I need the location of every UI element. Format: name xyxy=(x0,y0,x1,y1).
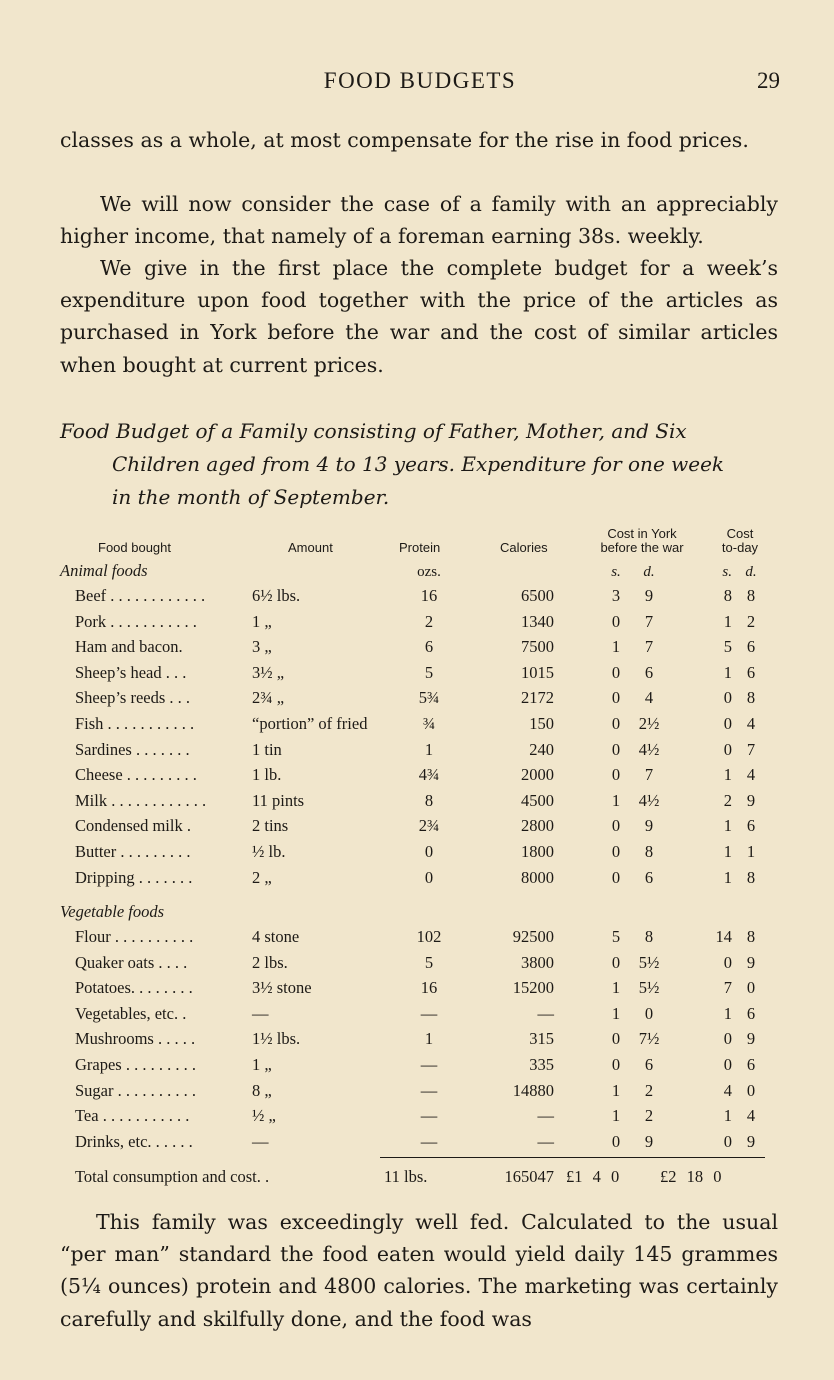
cell-food-name: Sheep’s head . . . xyxy=(75,662,187,682)
cell-york-shillings: 0 xyxy=(611,867,621,887)
cell-today-pence: 8 xyxy=(746,586,756,605)
cell-york-pence: 4 xyxy=(644,688,654,708)
cell-york-pence: 9 xyxy=(644,816,654,836)
cell-food-name: Beef . . . . . . . . . . . . xyxy=(75,586,206,605)
cell-york-shillings: 0 xyxy=(611,952,621,972)
cell-amount: 2 lbs. xyxy=(252,952,288,972)
cell-protein: — xyxy=(420,1055,438,1074)
cell-protein: 16 xyxy=(420,586,438,605)
cell-calories: 6500 xyxy=(521,586,554,605)
cell-york-pence: 6 xyxy=(644,867,654,887)
total-calories: 165047 xyxy=(504,1167,554,1186)
cell-amount: ½ lb. xyxy=(252,842,286,861)
cell-york-pence: 2½ xyxy=(638,714,660,733)
cell-calories: 2172 xyxy=(521,688,554,708)
cell-amount: ½ „ xyxy=(252,1106,276,1126)
cell-amount: — xyxy=(252,1003,269,1023)
cell-york-shillings: 0 xyxy=(611,1131,621,1151)
cell-york-pence: 7 xyxy=(644,611,654,631)
cell-york-shillings: 0 xyxy=(611,816,621,836)
cell-today-shillings: 0 xyxy=(723,1055,732,1074)
cell-amount: 3 „ xyxy=(252,637,272,657)
cell-protein: 16 xyxy=(420,978,438,998)
total-protein: 11 lbs. xyxy=(384,1167,428,1186)
cell-protein: 5 xyxy=(424,662,434,682)
cell-york-shillings: 0 xyxy=(611,662,621,682)
caption-line-1: Food Budget of a Family consisting of Father, Mother, and Six xyxy=(60,419,687,443)
cell-today-shillings: 7 xyxy=(723,978,732,998)
cell-food-name: Tea . . . . . . . . . . . xyxy=(75,1106,190,1126)
unit-york-shillings: s. xyxy=(611,564,621,580)
cell-calories: 2000 xyxy=(521,765,554,785)
cell-calories: 3800 xyxy=(521,952,554,972)
cell-protein: — xyxy=(420,1106,438,1126)
cell-calories: 14880 xyxy=(512,1080,554,1100)
column-header-today-2: to-day xyxy=(721,540,759,555)
cell-today-pence: 2 xyxy=(746,611,756,631)
cell-today-shillings: 1 xyxy=(723,611,732,631)
paragraph-continuation: classes as a whole, at most compensate for the rise in food prices. xyxy=(60,128,749,152)
cell-york-pence: 9 xyxy=(644,586,654,605)
cell-food-name: Mushrooms . . . . . xyxy=(75,1029,196,1049)
cell-york-pence: 7 xyxy=(644,637,654,657)
cell-york-pence: 5½ xyxy=(638,952,660,972)
cell-protein: 2 xyxy=(424,611,434,631)
cell-york-shillings: 0 xyxy=(611,1029,621,1049)
cell-today-shillings: 8 xyxy=(723,586,732,605)
cell-today-shillings: 14 xyxy=(715,927,732,946)
cell-food-name: Potatoes. . . . . . . . xyxy=(75,978,193,998)
column-header-amount: Amount xyxy=(288,540,333,555)
section-vegetable-foods: Vegetable foods xyxy=(60,902,165,921)
column-header-food: Food bought xyxy=(98,540,172,555)
cell-today-pence: 9 xyxy=(746,790,756,810)
cell-amount: 11 pints xyxy=(252,790,305,810)
cell-today-shillings: 2 xyxy=(723,790,732,810)
cell-today-shillings: 0 xyxy=(723,714,732,733)
cell-protein: 2¾ xyxy=(418,816,440,836)
cell-york-shillings: 1 xyxy=(611,790,621,810)
cell-amount: — xyxy=(252,1131,269,1151)
paragraph-well-fed: This family was exceedingly well fed. Calculated to the usual “per man” standard the food eaten would yield daily 145 grammes (5¼ ounces) protein and 4800 calories. The marketing was certainly carefully and skilfully done, and the food was xyxy=(60,1210,778,1331)
section-animal-foods: Animal foods xyxy=(60,561,148,580)
cell-today-pence: 4 xyxy=(746,1106,756,1126)
caption-line-2: Children aged from 4 to 13 years. Expenditure for one week xyxy=(112,452,725,476)
cell-york-pence: 7½ xyxy=(638,1029,660,1049)
cell-york-shillings: 0 xyxy=(611,739,621,759)
cell-protein: 0 xyxy=(424,842,434,861)
cell-food-name: Vegetables, etc. . xyxy=(75,1003,187,1023)
cell-amount: 1 lb. xyxy=(252,765,282,785)
cell-today-pence: 6 xyxy=(746,662,756,682)
cell-york-pence: 2 xyxy=(644,1080,654,1100)
total-cost-york: £1 4 0 xyxy=(566,1167,620,1186)
cell-protein: 1 xyxy=(424,739,434,759)
cell-york-shillings: 0 xyxy=(611,688,621,708)
cell-york-pence: 8 xyxy=(644,842,654,861)
running-title: FOOD BUDGETS xyxy=(323,68,517,93)
cell-today-pence: 8 xyxy=(746,867,756,887)
cell-today-pence: 0 xyxy=(746,1080,756,1100)
cell-today-pence: 8 xyxy=(746,688,756,708)
cell-protein: 8 xyxy=(424,790,434,810)
cell-protein: 6 xyxy=(424,637,434,657)
cell-amount: 2 tins xyxy=(252,816,289,836)
column-header-protein: Protein xyxy=(399,540,441,555)
cell-calories: 92500 xyxy=(512,927,554,946)
cell-amount: 2 „ xyxy=(252,867,272,887)
cell-york-pence: 2 xyxy=(644,1106,654,1126)
total-label: Total consumption and cost. . xyxy=(75,1167,270,1186)
cell-today-pence: 8 xyxy=(746,927,756,946)
column-header-calories: Calories xyxy=(500,540,548,555)
cell-food-name: Grapes . . . . . . . . . xyxy=(75,1055,196,1074)
cell-food-name: Flour . . . . . . . . . . xyxy=(75,927,194,946)
cell-york-pence: 6 xyxy=(644,1055,654,1074)
cell-amount: 8 „ xyxy=(252,1080,272,1100)
cell-today-pence: 4 xyxy=(746,765,756,785)
cell-today-shillings: 0 xyxy=(723,1131,732,1151)
cell-food-name: Butter . . . . . . . . . xyxy=(75,842,191,861)
cell-today-pence: 6 xyxy=(746,816,756,836)
cell-today-pence: 7 xyxy=(746,739,756,759)
cell-food-name: Sugar . . . . . . . . . . xyxy=(75,1080,196,1100)
cell-york-pence: 4½ xyxy=(638,739,660,759)
cell-york-pence: 9 xyxy=(644,1131,654,1151)
cell-amount: 1½ lbs. xyxy=(252,1029,301,1049)
cell-york-pence: 0 xyxy=(644,1003,654,1023)
cell-today-pence: 6 xyxy=(746,1055,756,1074)
cell-food-name: Milk . . . . . . . . . . . . xyxy=(75,790,207,810)
cell-york-shillings: 0 xyxy=(611,1055,621,1074)
cell-calories: — xyxy=(537,1131,554,1151)
cell-york-shillings: 1 xyxy=(611,1106,621,1126)
cell-calories: 7500 xyxy=(521,637,554,657)
cell-today-pence: 6 xyxy=(746,637,756,657)
cell-amount: 3½ stone xyxy=(252,978,312,998)
cell-york-pence: 4½ xyxy=(638,790,660,810)
cell-food-name: Quaker oats . . . . xyxy=(75,952,188,972)
unit-protein: ozs. xyxy=(417,564,441,580)
cell-protein: 1 xyxy=(424,1029,434,1049)
cell-protein: 5 xyxy=(424,952,434,972)
cell-calories: 1015 xyxy=(521,662,554,682)
cell-calories: 315 xyxy=(529,1029,554,1049)
cell-protein: — xyxy=(420,1080,438,1100)
cell-food-name: Ham and bacon. xyxy=(75,637,183,657)
cell-calories: 1340 xyxy=(521,611,554,631)
cell-protein: — xyxy=(420,1003,438,1023)
cell-calories: 335 xyxy=(529,1055,554,1074)
cell-york-pence: 5½ xyxy=(638,978,660,998)
cell-protein: — xyxy=(420,1131,438,1151)
cell-protein: 0 xyxy=(424,867,434,887)
cell-today-shillings: 5 xyxy=(723,637,732,657)
cell-calories: 1800 xyxy=(521,842,554,861)
cell-food-name: Pork . . . . . . . . . . . xyxy=(75,611,197,631)
cell-calories: 15200 xyxy=(512,978,554,998)
paragraph-foreman-family: We will now consider the case of a family with an appreciably higher income, that namely of a foreman earning 38s. weekly. xyxy=(60,192,778,249)
caption-line-3: in the month of September. xyxy=(112,485,390,509)
cell-today-pence: 4 xyxy=(746,714,756,733)
cell-today-pence: 9 xyxy=(746,1131,756,1151)
column-header-york-2: before the war xyxy=(600,540,684,555)
cell-food-name: Sheep’s reeds . . . xyxy=(75,688,191,708)
unit-today-pence: d. xyxy=(745,564,757,580)
cell-protein: ¾ xyxy=(422,714,436,733)
cell-calories: — xyxy=(537,1106,554,1126)
cell-today-shillings: 1 xyxy=(723,1003,732,1023)
cell-calories: — xyxy=(537,1003,554,1023)
cell-today-shillings: 0 xyxy=(723,952,732,972)
unit-york-pence: d. xyxy=(643,564,655,580)
cell-food-name: Sardines . . . . . . . xyxy=(75,739,190,759)
cell-calories: 4500 xyxy=(521,790,554,810)
cell-protein: 102 xyxy=(416,927,442,946)
cell-calories: 2800 xyxy=(521,816,554,836)
cell-today-shillings: 0 xyxy=(723,1029,732,1049)
cell-york-shillings: 0 xyxy=(611,765,621,785)
cell-amount: 1 „ xyxy=(252,611,272,631)
cell-amount: 6½ lbs. xyxy=(252,586,301,605)
cell-york-shillings: 1 xyxy=(611,637,621,657)
cell-amount: 4 stone xyxy=(252,927,300,946)
cell-york-shillings: 0 xyxy=(611,611,621,631)
cell-york-pence: 7 xyxy=(644,765,654,785)
cell-today-pence: 9 xyxy=(746,952,756,972)
total-rule xyxy=(380,1157,765,1158)
cell-calories: 240 xyxy=(529,739,554,759)
cell-york-shillings: 1 xyxy=(611,1003,621,1023)
cell-york-shillings: 1 xyxy=(611,978,621,998)
cell-food-name: Fish . . . . . . . . . . . xyxy=(75,714,195,733)
cell-calories: 8000 xyxy=(521,867,554,887)
cell-amount: 1 tin xyxy=(252,739,282,759)
cell-york-shillings: 0 xyxy=(611,842,621,861)
cell-protein: 4¾ xyxy=(418,765,440,785)
cell-today-pence: 6 xyxy=(746,1003,756,1023)
page-number: 29 xyxy=(757,68,780,93)
cell-amount: 3½ „ xyxy=(252,662,285,682)
cell-food-name: Dripping . . . . . . . xyxy=(75,867,193,887)
cell-today-pence: 0 xyxy=(746,978,756,998)
cell-york-shillings: 1 xyxy=(611,1080,621,1100)
column-header-today-1: Cost xyxy=(726,526,754,541)
cell-york-pence: 6 xyxy=(644,662,654,682)
cell-today-shillings: 1 xyxy=(723,842,732,861)
cell-today-shillings: 1 xyxy=(723,662,732,682)
total-cost-today: £2 18 0 xyxy=(660,1167,722,1186)
column-header-york-1: Cost in York xyxy=(607,526,677,541)
cell-today-shillings: 4 xyxy=(723,1080,732,1100)
cell-york-shillings: 0 xyxy=(611,714,621,733)
cell-food-name: Cheese . . . . . . . . . xyxy=(75,765,197,785)
unit-today-shillings: s. xyxy=(722,564,732,580)
cell-amount: 1 „ xyxy=(252,1055,272,1074)
cell-protein: 5¾ xyxy=(418,688,440,708)
cell-amount: 2¾ „ xyxy=(252,688,285,708)
cell-today-pence: 9 xyxy=(746,1029,756,1049)
cell-york-shillings: 3 xyxy=(611,586,621,605)
cell-food-name: Drinks, etc. . . . . . xyxy=(75,1131,193,1151)
cell-today-shillings: 0 xyxy=(723,739,732,759)
cell-today-shillings: 1 xyxy=(723,1106,732,1126)
paragraph-budget-intro: We give in the first place the complete budget for a week’s expenditure upon food together with the price of the articles as purchased in York before the war and the cost of similar articles when bought at current prices. xyxy=(60,256,778,377)
cell-york-shillings: 5 xyxy=(611,927,621,946)
cell-calories: 150 xyxy=(529,714,554,733)
cell-today-shillings: 1 xyxy=(723,765,732,785)
cell-food-name: Condensed milk . xyxy=(75,816,191,836)
cell-york-pence: 8 xyxy=(644,927,654,946)
cell-today-shillings: 1 xyxy=(723,867,732,887)
cell-amount: “portion” of fried xyxy=(252,714,368,733)
cell-today-shillings: 0 xyxy=(723,688,732,708)
cell-today-pence: 1 xyxy=(746,842,756,861)
cell-today-shillings: 1 xyxy=(723,816,732,836)
